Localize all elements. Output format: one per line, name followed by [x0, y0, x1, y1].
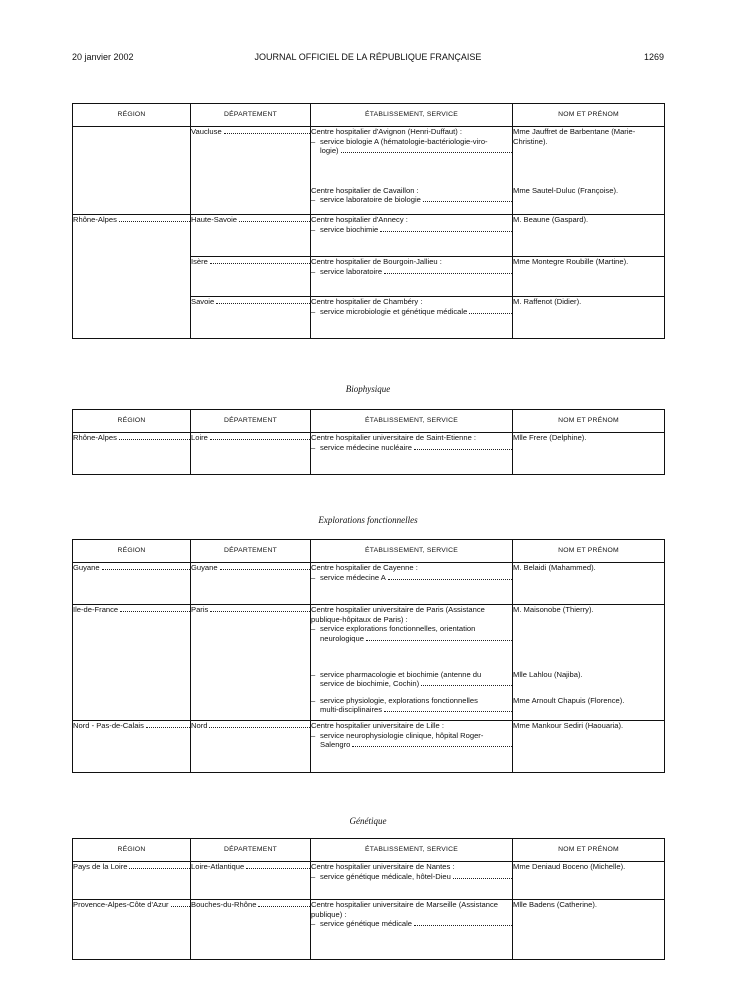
etablissement-text: Centre hospitalier d'Avignon (Henri-Duffaut) :	[311, 127, 463, 136]
col-header-nom: NOM ET PRÉNOM	[513, 104, 665, 127]
cell-nom	[513, 433, 665, 475]
table-genetique	[72, 838, 665, 960]
cell-departement	[191, 215, 311, 257]
cell-etablissement: Centre hospitalier d'Annecy : – service biochimie	[311, 215, 513, 257]
service-text-cont: service de biochimie, Cochin)	[320, 679, 420, 688]
service-text: service microbiologie et génétique médicale	[320, 306, 468, 316]
cell-region	[73, 605, 191, 721]
table-header-row	[73, 540, 665, 563]
cell-departement	[191, 721, 311, 773]
nom-text: Mme Arnoult Chapuis (Florence).	[513, 695, 625, 705]
cell-departement	[191, 900, 311, 960]
col-header-nom: NOM ET PRÉNOM	[513, 839, 665, 862]
etablissement-text: Centre hospitalier universitaire de Nantes :	[311, 862, 455, 871]
header-journal-title: JOURNAL OFFICIEL DE LA RÉPUBLIQUE FRANÇAISE	[254, 52, 482, 62]
etablissement-text: Centre hospitalier universitaire de Saint-Etienne :	[311, 433, 477, 442]
col-header-departement: DÉPARTEMENT	[191, 839, 311, 862]
col-header-region: RÉGION	[73, 540, 191, 563]
cell-nom	[513, 297, 665, 339]
service-text: service neurophysiologie clinique, hôpital Roger-	[320, 730, 484, 740]
col-header-departement: DÉPARTEMENT	[191, 410, 311, 433]
cell-region	[73, 721, 191, 773]
service-text: service pharmacologie et biochimie (antenne du	[320, 669, 482, 679]
cell-etablissement: – service physiologie, explorations fonctionnelles multi-disciplinaires	[311, 693, 513, 721]
region-text: Rhône-Alpes	[73, 215, 117, 224]
col-header-nom: NOM ET PRÉNOM	[513, 410, 665, 433]
cell-nom	[513, 127, 665, 183]
col-header-etablissement: ÉTABLISSEMENT, SERVICE	[311, 540, 513, 563]
cell-departement	[191, 257, 311, 297]
table-header-row	[73, 410, 665, 433]
service-text-cont: multi-disciplinaires	[320, 705, 383, 714]
departement-text: Vaucluse	[191, 127, 222, 136]
region-text: Guyane	[73, 563, 100, 572]
header-page-number: 1269	[643, 52, 664, 62]
cell-departement	[191, 862, 311, 900]
table-row	[73, 433, 665, 475]
col-header-etablissement: ÉTABLISSEMENT, SERVICE	[311, 104, 513, 127]
cell-etablissement: Centre hospitalier d'Avignon (Henri-Duffaut) : – service biologie A (hématologie-bactériologie-viro- logie)	[311, 127, 513, 183]
cell-region	[73, 215, 191, 339]
service-text-cont: Salengro	[320, 740, 351, 749]
table-header-row	[73, 839, 665, 862]
nom-text: M. Raffenot (Didier).	[513, 297, 582, 306]
section-title-explorations: Explorations fonctionnelles	[318, 515, 418, 525]
nom-text: Mme Montegre Roubille (Martine).	[513, 257, 629, 266]
departement-text: Loire-Atlantique	[191, 862, 245, 871]
cell-nom	[513, 257, 665, 297]
departement-text: Isère	[191, 257, 208, 266]
cell-nom	[513, 183, 665, 215]
etablissement-text: Centre hospitalier universitaire de Paris (Assistance publique-hôpitaux de Paris) :	[311, 605, 485, 624]
departement-text: Haute-Savoie	[191, 215, 238, 224]
table-biologie	[72, 103, 665, 339]
departement-text: Bouches-du-Rhône	[191, 900, 257, 909]
cell-departement	[191, 563, 311, 605]
section-title-biophysique: Biophysique	[345, 384, 391, 394]
cell-etablissement: Centre hospitalier universitaire de Saint-Etienne : – service médecine nucléaire	[311, 433, 513, 475]
cell-etablissement: Centre hospitalier universitaire de Nantes : – service génétique médicale, hôtel-Dieu	[311, 862, 513, 900]
etablissement-text: Centre hospitalier de Cayenne :	[311, 563, 418, 572]
nom-text: M. Beaune (Gaspard).	[513, 215, 589, 224]
cell-region	[73, 862, 191, 900]
nom-text: Mlle Lahlou (Najiba).	[513, 669, 583, 679]
cell-etablissement: Centre hospitalier universitaire de Paris (Assistance publique-hôpitaux de Paris) : – service explorations fonctionnelles, orientation neurologique	[311, 605, 513, 667]
region-text: Pays de la Loire	[73, 862, 128, 871]
nom-text: Mme Jauffret de Barbentane (Marie-Christine).	[513, 127, 636, 146]
cell-departement	[191, 433, 311, 475]
cell-nom	[513, 605, 665, 667]
nom-text: Mlle Frere (Delphine).	[513, 433, 587, 442]
cell-etablissement: Centre hospitalier universitaire de Lille : – service neurophysiologie clinique, hôpital Roger- Salengro	[311, 721, 513, 773]
section-title-genetique: Génétique	[349, 816, 387, 826]
col-header-departement: DÉPARTEMENT	[191, 540, 311, 563]
table-row	[73, 605, 665, 667]
table-row	[73, 900, 665, 960]
cell-region	[73, 433, 191, 475]
table-row	[73, 563, 665, 605]
service-text: service laboratoire	[320, 266, 383, 276]
col-header-region: RÉGION	[73, 839, 191, 862]
col-header-etablissement: ÉTABLISSEMENT, SERVICE	[311, 410, 513, 433]
cell-etablissement: Centre hospitalier de Chambéry : – service microbiologie et génétique médicale	[311, 297, 513, 339]
etablissement-text: Centre hospitalier d'Annecy :	[311, 215, 408, 224]
region-text: Rhône-Alpes	[73, 433, 117, 442]
cell-region	[73, 127, 191, 215]
cell-nom	[513, 667, 665, 693]
cell-etablissement: Centre hospitalier universitaire de Marseille (Assistance publique) : – service génétique médicale	[311, 900, 513, 960]
cell-departement	[191, 297, 311, 339]
etablissement-text: Centre hospitalier universitaire de Marseille (Assistance publique) :	[311, 900, 498, 919]
table-explorations	[72, 539, 665, 773]
table-row	[73, 721, 665, 773]
etablissement-text: Centre hospitalier de Chambéry :	[311, 297, 423, 306]
cell-nom	[513, 900, 665, 960]
service-text: service génétique médicale	[320, 919, 413, 928]
region-text: Provence-Alpes-Côte d'Azur	[73, 900, 169, 909]
cell-nom	[513, 693, 665, 721]
table-biophysique	[72, 409, 665, 475]
cell-nom	[513, 563, 665, 605]
col-header-nom: NOM ET PRÉNOM	[513, 540, 665, 563]
service-text: service médecine A	[320, 572, 386, 582]
cell-etablissement: Centre hospitalier de Cavaillon : – service laboratoire de biologie	[311, 183, 513, 215]
service-text: service biologie A (hématologie-bactériologie-viro-	[320, 136, 488, 146]
table-row	[73, 862, 665, 900]
service-text: service génétique médicale, hôtel-Dieu	[320, 871, 451, 881]
table-header-row	[73, 104, 665, 127]
cell-nom	[513, 862, 665, 900]
cell-nom	[513, 721, 665, 773]
page-header	[72, 52, 664, 66]
etablissement-text: Centre hospitalier de Cavaillon :	[311, 185, 419, 195]
service-text: service médecine nucléaire	[320, 442, 413, 452]
departement-text: Guyane	[191, 563, 218, 572]
departement-text: Loire	[191, 433, 208, 442]
cell-nom	[513, 215, 665, 257]
service-text: service biochimie	[320, 224, 379, 234]
nom-text: Mlle Badens (Catherine).	[513, 900, 597, 909]
col-header-departement: DÉPARTEMENT	[191, 104, 311, 127]
cell-etablissement: Centre hospitalier de Bourgoin-Jallieu : – service laboratoire	[311, 257, 513, 297]
region-text: Nord - Pas-de-Calais	[73, 721, 144, 730]
region-text: Ile-de-France	[73, 605, 119, 614]
header-date: 20 janvier 2002	[72, 52, 134, 62]
nom-text: Mme Sautel-Duluc (Françoise).	[513, 185, 619, 195]
table-row	[73, 215, 665, 257]
col-header-region: RÉGION	[73, 410, 191, 433]
nom-text: Mme Deniaud Boceno (Michelle).	[513, 862, 626, 871]
departement-text: Paris	[191, 605, 209, 614]
cell-region	[73, 900, 191, 960]
nom-text: M. Belaidi (Mahammed).	[513, 563, 596, 572]
service-text-cont: neurologique	[320, 633, 364, 643]
nom-text: Mme Mankour Sediri (Haouaria).	[513, 721, 624, 730]
etablissement-text: Centre hospitalier universitaire de Lille :	[311, 721, 444, 730]
etablissement-text: Centre hospitalier de Bourgoin-Jallieu :	[311, 257, 442, 266]
departement-text: Nord	[191, 721, 208, 730]
cell-departement	[191, 605, 311, 721]
service-text: service explorations fonctionnelles, orientation	[320, 624, 476, 633]
cell-etablissement: Centre hospitalier de Cayenne : – service médecine A	[311, 563, 513, 605]
service-text: service physiologie, explorations fonctionnelles	[320, 695, 478, 705]
nom-text: M. Maisonobe (Thierry).	[513, 605, 594, 614]
cell-departement	[191, 127, 311, 215]
table-row	[73, 127, 665, 183]
departement-text: Savoie	[191, 297, 215, 306]
cell-etablissement: – service pharmacologie et biochimie (antenne du service de biochimie, Cochin)	[311, 667, 513, 693]
service-text: service laboratoire de biologie	[320, 195, 421, 204]
service-text-cont: logie)	[320, 146, 339, 155]
col-header-region: RÉGION	[73, 104, 191, 127]
col-header-etablissement: ÉTABLISSEMENT, SERVICE	[311, 839, 513, 862]
cell-region	[73, 563, 191, 605]
